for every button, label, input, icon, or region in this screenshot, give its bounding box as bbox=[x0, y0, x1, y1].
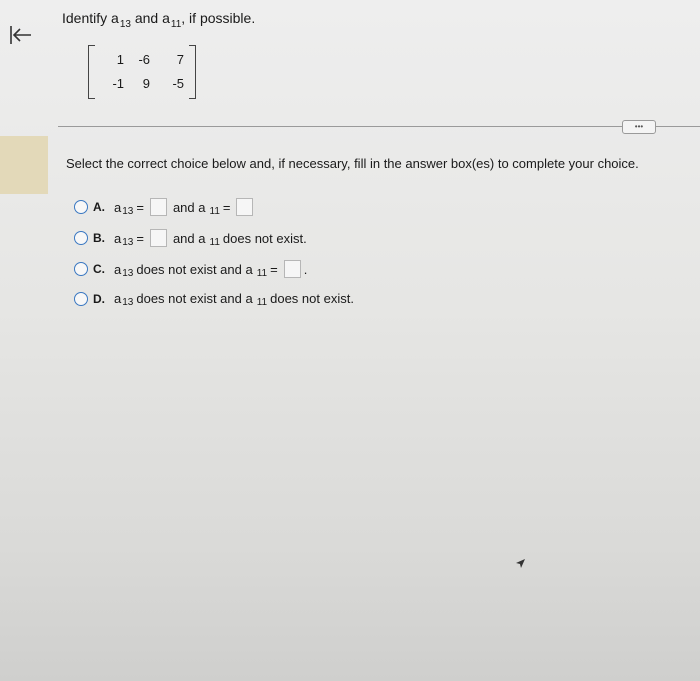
matrix-cell: -6 bbox=[138, 52, 150, 67]
more-button[interactable]: ••• bbox=[622, 120, 656, 134]
matrix bbox=[88, 45, 196, 99]
matrix-cell: -5 bbox=[172, 76, 184, 91]
matrix-cell: 7 bbox=[176, 52, 184, 67]
answer-box-a11[interactable] bbox=[236, 198, 253, 216]
choice-b[interactable]: B. a 13 = and a 11 does not exist. bbox=[74, 229, 310, 247]
radio-a[interactable] bbox=[74, 200, 88, 214]
cursor-icon bbox=[515, 558, 526, 569]
left-bracket bbox=[88, 45, 95, 99]
matrix-cell: 1 bbox=[116, 52, 124, 67]
right-bracket bbox=[189, 45, 196, 99]
choice-c[interactable]: C. a 13 does not exist and a 11 = . bbox=[74, 260, 307, 278]
answer-box-a13[interactable] bbox=[150, 198, 167, 216]
matrix-cell: -1 bbox=[112, 76, 124, 91]
answer-box-a13[interactable] bbox=[150, 229, 167, 247]
radio-c[interactable] bbox=[74, 262, 88, 276]
matrix-cell: 9 bbox=[142, 76, 150, 91]
radio-b[interactable] bbox=[74, 231, 88, 245]
question-text: Identify $a_{13}$ and $a_{11}$, if possible. bbox=[62, 10, 256, 30]
divider bbox=[58, 126, 700, 127]
instruction-text: Select the correct choice below and, if necessary, fill in the answer box(es) to complete your choice. bbox=[66, 156, 639, 171]
answer-box-a11[interactable] bbox=[284, 260, 301, 278]
side-tab bbox=[0, 136, 48, 194]
choice-a[interactable]: A. a 13 = and a 11 = bbox=[74, 198, 256, 216]
radio-d[interactable] bbox=[74, 292, 88, 306]
choice-d[interactable]: D. a 13 does not exist and a 11 does not exist. bbox=[74, 291, 357, 306]
back-arrow-icon[interactable] bbox=[8, 22, 34, 48]
